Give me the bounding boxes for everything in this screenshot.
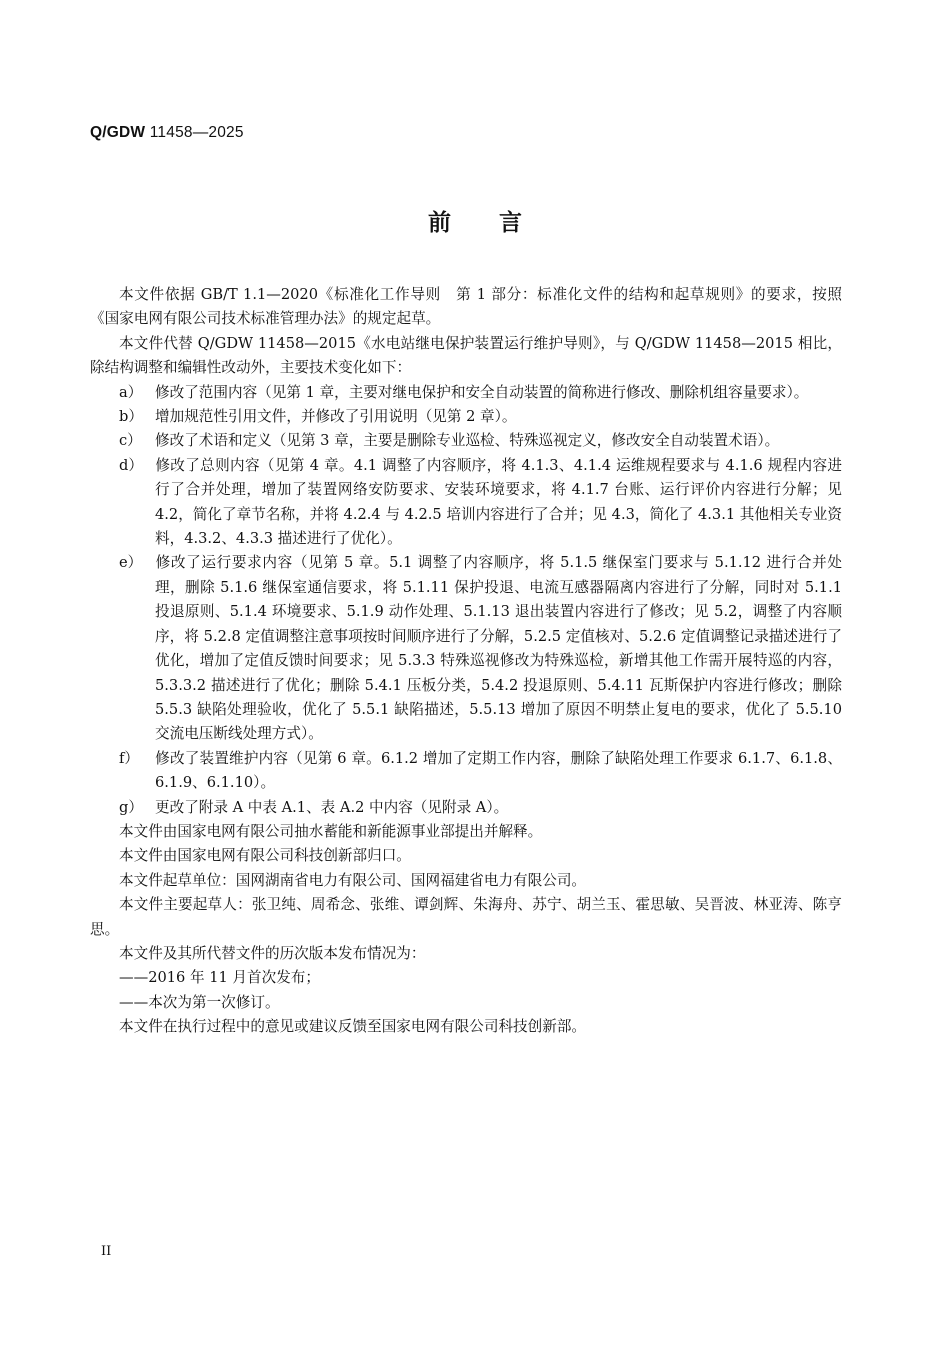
paragraph-feedback: 本文件在执行过程中的意见或建议反馈至国家电网有限公司科技创新部。	[119, 1018, 587, 1036]
paragraph-replacement: 本文件代替 Q/GDW 11458—2015《水电站继电保护装置运行维护导则》，与 Q/GDW 11458—2015 相比，除结构调整和编辑性改动外，主要技术变化如下：	[90, 334, 842, 377]
paragraph-basis: 本文件依据 GB/T 1.1—2020《标准化工作导则 第 1 部分：标准化文件的结构和起草规则》的要求，按照《国家电网有限公司技术标准管理办法》的规定起草。	[90, 286, 842, 328]
page-title: 前言	[428, 210, 570, 236]
change-item-marker: f）	[119, 749, 139, 767]
paragraph-administrator: 本文件由国家电网有限公司科技创新部归口。	[119, 847, 411, 865]
foreword-body	[90, 283, 842, 1040]
change-item-text: 修改了范围内容（见第 1 章，主要对继电保护和安全自动装置的简称进行修改、删除机组容量要求）。	[155, 383, 809, 401]
change-item-g	[90, 796, 842, 820]
change-item-f	[90, 747, 842, 796]
page-number: II	[101, 1244, 112, 1259]
paragraph-history-current: ——本次为第一次修订。	[119, 993, 280, 1011]
change-item-a	[90, 381, 842, 405]
change-item-text: 修改了装置维护内容（见第 6 章。6.1.2 增加了定期工作内容，删除了缺陷处理工作要求 6.1.7、6.1.8、6.1.9、6.1.10）。	[155, 749, 842, 792]
paragraph-history-first: ——2016 年 11 月首次发布；	[119, 969, 320, 987]
change-item-text: 修改了术语和定义（见第 3 章，主要是删除专业巡检、特殊巡视定义，修改安全自动装置术语）。	[155, 432, 780, 450]
change-item-marker: g）	[119, 798, 143, 816]
change-item-marker: b）	[119, 408, 143, 426]
document-code-number: 11458—2025	[149, 124, 244, 141]
paragraph-drafting-units: 本文件起草单位：国网湖南省电力有限公司、国网福建省电力有限公司。	[119, 871, 587, 889]
change-item-e	[90, 551, 842, 746]
change-item-c	[90, 429, 842, 453]
change-item-text: 更改了附录 A 中表 A.1、表 A.2 中内容（见附录 A）。	[155, 798, 509, 816]
change-item-marker: e）	[119, 554, 143, 572]
paragraph-history-intro: 本文件及其所代替文件的历次版本发布情况为：	[119, 944, 426, 962]
change-item-d	[90, 454, 842, 552]
change-item-marker: d）	[119, 456, 143, 474]
change-item-text: 修改了运行要求内容（见第 5 章。5.1 调整了内容顺序，将 5.1.5 继保室门要求与 5.1.12 进行合并处理，删除 5.1.6 继保室通信要求，将 5.1.11 保护投退、电流互感器隔离内容进行了分解，同时对 5.1.1 投退原则、5.1.4 环境要求、5.1.9 动作处理、5.1.13 退出装置内容进行了修改；见 5.2，调整了内容顺序，将 5.2.8 定值调整注意事项按时间顺序进行了分解，5.2.5 定值核对、5.2.6 定值调整记录描述进行了优化，增加了定值反馈时间要求；见 5.3.3 特殊巡视修改为特殊巡检，新增其他工作需开展特巡的内容，5.3.3.2 描述进行了优化；删除 5.4.1 压板分类，5.4.2 投退原则、5.4.11 瓦斯保护内容进行修改；删除 5.5.3 缺陷处理验收，优化了 5.5.1 缺陷描述，5.5.13 增加了原因不明禁止复电的要求，优化了 5.5.10 交流电压断线处理方式）。	[155, 554, 842, 743]
change-item-text: 增加规范性引用文件，并修改了引用说明（见第 2 章）。	[155, 408, 517, 426]
change-item-marker: c）	[119, 432, 142, 450]
change-item-marker: a）	[119, 383, 143, 401]
paragraph-proposer: 本文件由国家电网有限公司抽水蓄能和新能源事业部提出并解释。	[119, 822, 543, 840]
paragraph-drafters: 本文件主要起草人：张卫纯、周希念、张维、谭剑辉、朱海舟、苏宁、胡兰玉、霍思敏、吴晋波、林亚涛、陈亨思。	[90, 896, 842, 938]
document-code-prefix: Q/GDW	[90, 124, 146, 141]
change-item-text: 修改了总则内容（见第 4 章。4.1 调整了内容顺序，将 4.1.3、4.1.4 运维规程要求与 4.1.6 规程内容进行了合并处理，增加了装置网络安防要求、安装环境要求，将 4.1.7 台账、运行评价内容进行分解；见 4.2，简化了章节名称，并将 4.2.4 与 4.2.5 培训内容进行了合并；见 4.3，简化了 4.3.1 其他相关专业资料，4.3.2、4.3.3 描述进行了优化）。	[155, 456, 842, 548]
change-item-b	[90, 405, 842, 429]
document-code	[90, 124, 244, 142]
